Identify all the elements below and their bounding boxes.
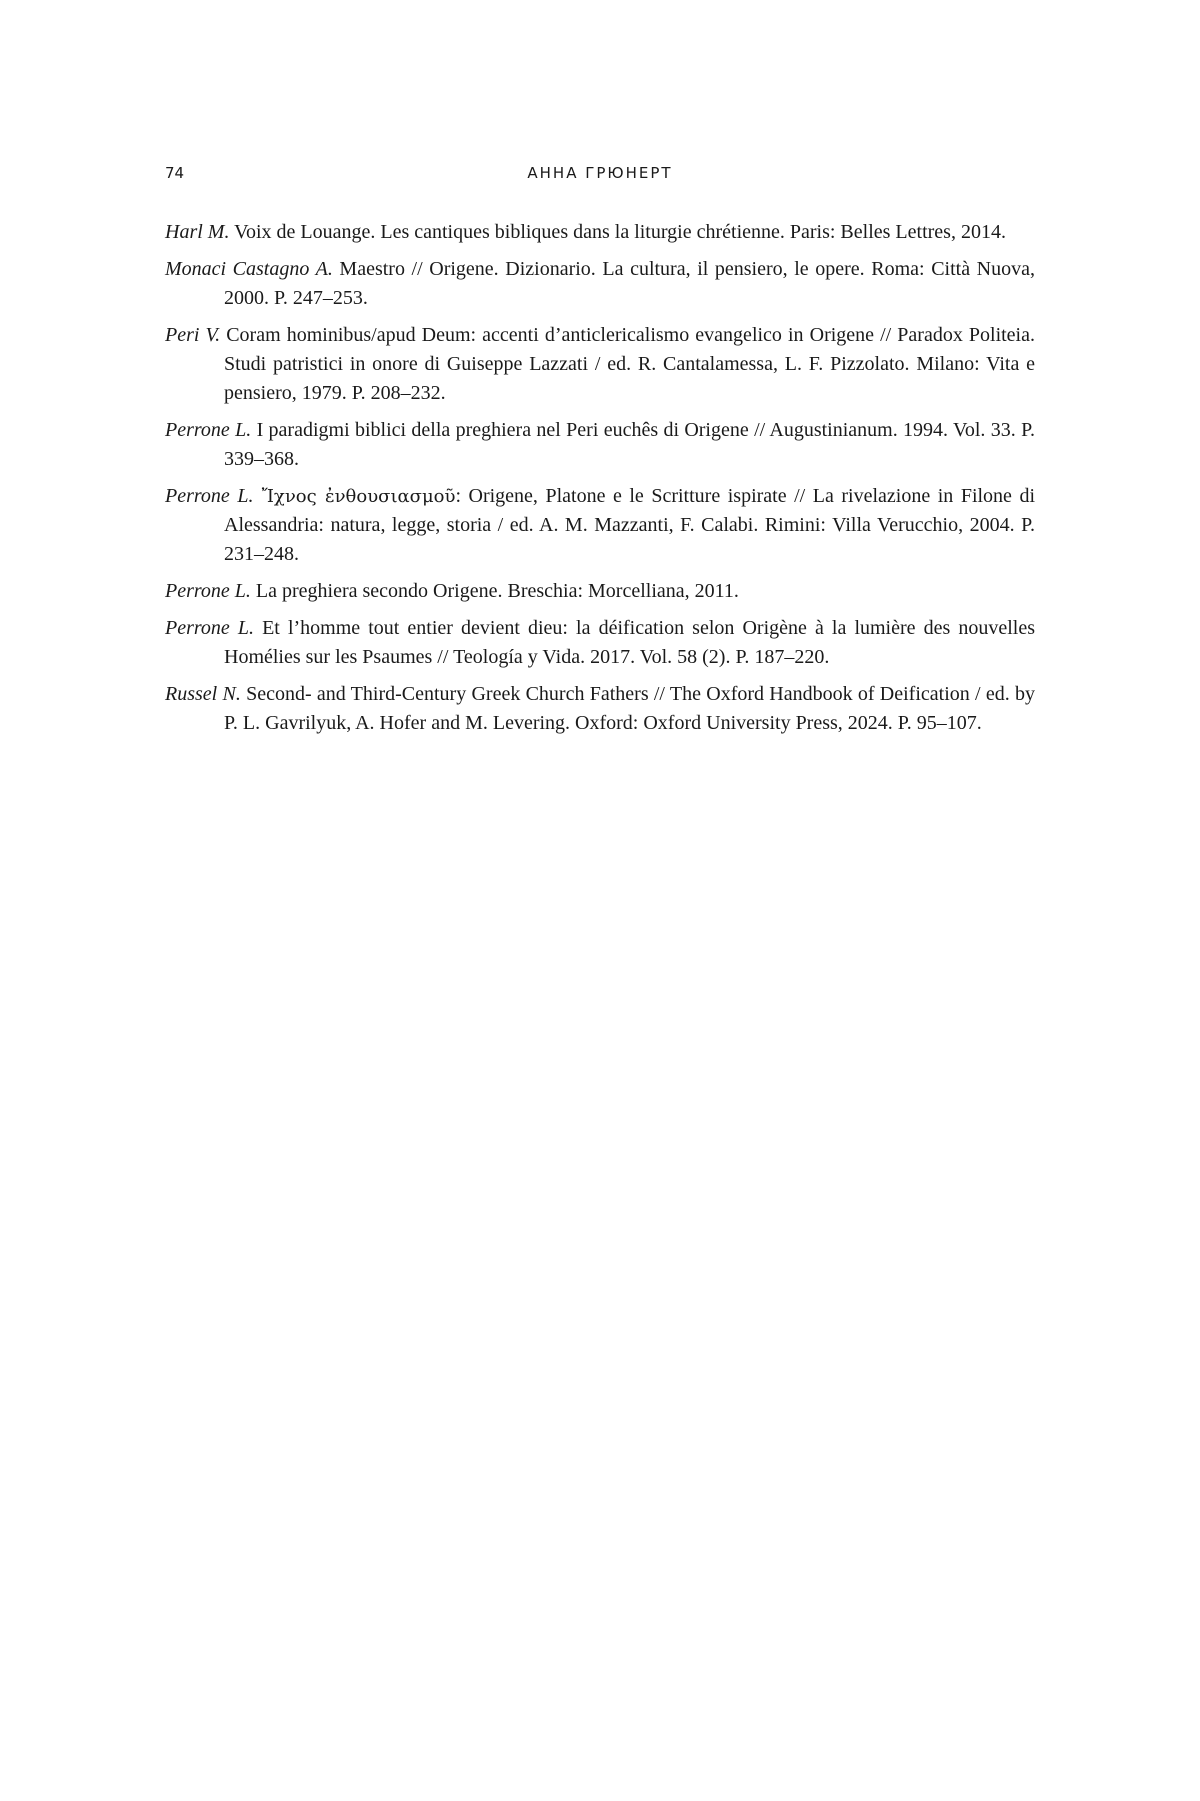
bibliography-list bbox=[165, 218, 1035, 746]
bibliography-entry bbox=[165, 680, 1035, 738]
entry-text: Second- and Third-Century Greek Church Fathers // The Oxford Handbook of Deification / ed. by P. L. Gavrilyuk, A. Hofer and M. Levering. Oxford: Oxford University Press, 2024. P. 95–107. bbox=[224, 683, 1035, 734]
entry-author: Peri V. bbox=[165, 324, 221, 346]
entry-author: Perrone L. bbox=[165, 617, 254, 639]
entry-author: Harl M. bbox=[165, 221, 230, 243]
running-head bbox=[165, 160, 1035, 186]
bibliography-entry bbox=[165, 577, 1035, 606]
entry-author: Perrone L. bbox=[165, 485, 254, 507]
bibliography-entry bbox=[165, 416, 1035, 474]
bibliography-entry bbox=[165, 218, 1035, 247]
page-number: 74 bbox=[165, 164, 185, 182]
entry-author: Russel N. bbox=[165, 683, 241, 705]
bibliography-entry bbox=[165, 255, 1035, 313]
entry-greek-title: Ἴχνος ἐνθουσιασμοῦ bbox=[253, 486, 456, 507]
entry-author: Perrone L. bbox=[165, 580, 251, 602]
entry-author: Perrone L. bbox=[165, 419, 252, 441]
entry-text: Coram hominibus/apud Deum: accenti d’anticlericalismo evangelico in Origene // Paradox Politeia. Studi patristici in onore di Guiseppe Lazzati / ed. R. Cantalamessa, L. F. Pizzolato. Milano: Vita e pensiero, 1979. P. 208–232. bbox=[220, 324, 1035, 404]
bibliography-entry bbox=[165, 482, 1035, 569]
entry-text: I paradigmi biblici della preghiera nel Peri euchês di Origene // Augustinianum. 1994. Vol. 33. P. 339–368. bbox=[224, 419, 1035, 470]
entry-text: Et l’homme tout entier devient dieu: la déification selon Origène à la lumière des nouvelles Homélies sur les Psaumes // Teología y Vida. 2017. Vol. 58 (2). P. 187–220. bbox=[224, 617, 1035, 668]
entry-text: : Origene, Platone e le Scritture ispirate // La rivelazione in Filone di Alessandria: natura, legge, storia / ed. A. M. Mazzanti, F. Calabi. Rimini: Villa Verucchio, 2004. P. 231–248. bbox=[224, 485, 1036, 565]
bibliography-entry bbox=[165, 321, 1035, 408]
entry-author: Monaci Castagno A. bbox=[165, 258, 333, 280]
entry-text: Voix de Louange. Les cantiques bibliques dans la liturgie chrétienne. Paris: Belles Lettres, 2014. bbox=[229, 221, 1006, 243]
bibliography-entry bbox=[165, 614, 1035, 672]
entry-text: Maestro // Origene. Dizionario. La cultura, il pensiero, le opere. Roma: Città Nuova, 2000. P. 247–253. bbox=[224, 258, 1035, 309]
running-title: АННА ГРЮНЕРТ bbox=[527, 164, 673, 182]
entry-text: La preghiera secondo Origene. Breschia: Morcelliana, 2011. bbox=[250, 580, 739, 602]
